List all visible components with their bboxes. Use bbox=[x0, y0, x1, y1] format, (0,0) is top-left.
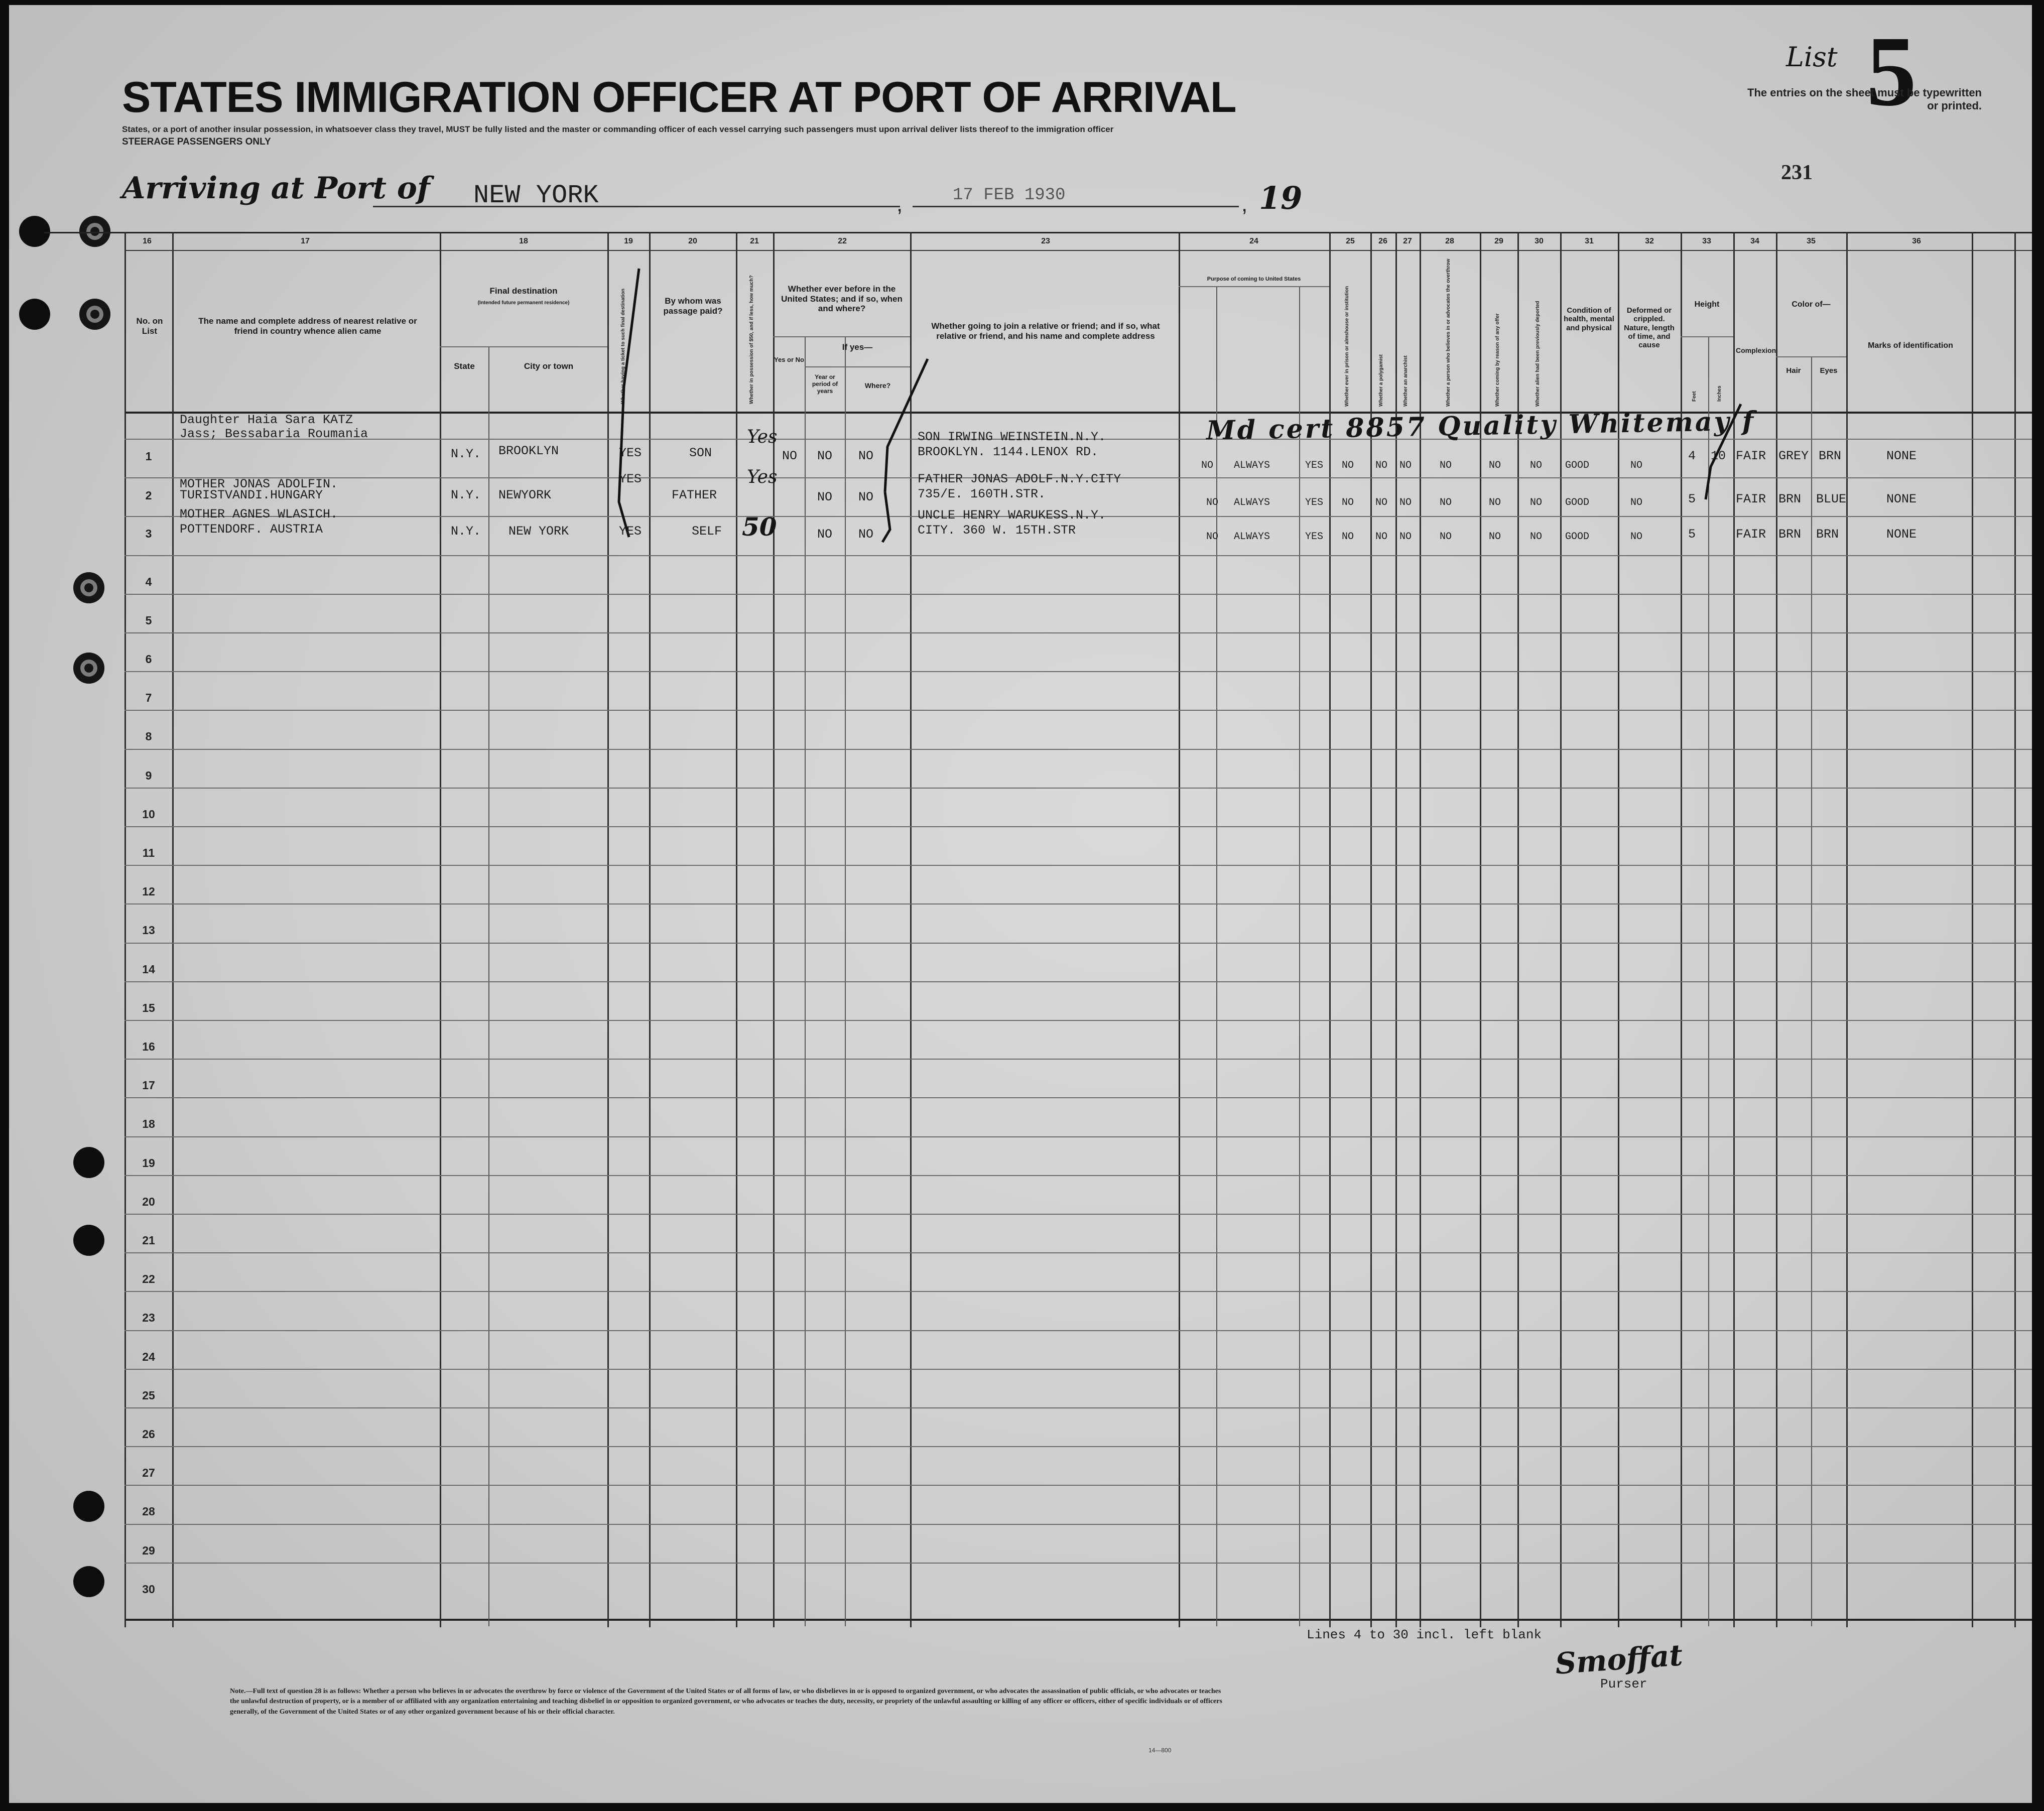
purser-signature: Smoffat bbox=[1554, 1638, 1684, 1681]
c29: NO bbox=[1489, 497, 1501, 508]
city: BROOKLYN bbox=[498, 444, 559, 458]
column-number: 27 bbox=[1403, 237, 1412, 245]
column-number: 23 bbox=[1041, 237, 1050, 245]
header-nearest-relative: The name and complete address of nearest relative or friend in country whence alien came bbox=[198, 316, 417, 336]
punch-hole bbox=[73, 572, 104, 603]
column-number: 18 bbox=[519, 237, 528, 245]
column-number: 17 bbox=[301, 237, 310, 245]
header-health: Condition of health, mental and physical bbox=[1564, 306, 1614, 332]
health: GOOD bbox=[1565, 460, 1590, 471]
header-complexion: Complexion bbox=[1736, 346, 1776, 354]
row-number: 11 bbox=[142, 846, 155, 859]
paid-by: SON bbox=[689, 446, 712, 460]
list-note: The entries on the sheet must be typewritten or printed. bbox=[1747, 86, 1982, 112]
punch-hole bbox=[73, 1225, 104, 1256]
relative-line: MOTHER AGNES WLASICH. bbox=[180, 507, 338, 522]
row-rule bbox=[124, 1020, 2032, 1021]
purser-label: Purser bbox=[1600, 1676, 1647, 1692]
row-rule bbox=[124, 865, 2032, 866]
row-rule bbox=[124, 749, 2032, 750]
column-number: 28 bbox=[1445, 237, 1454, 245]
header-yes-or-no: Yes or No bbox=[774, 356, 804, 363]
subheader-divider bbox=[773, 336, 910, 337]
header-ticket: Whether having a ticket to such final destination bbox=[620, 288, 626, 404]
before-where: NO bbox=[858, 527, 874, 542]
handwritten-annotation: Md cert 8857 Quality Whitemay f bbox=[1206, 406, 1756, 446]
header-state: State bbox=[454, 361, 475, 371]
check-mark-icon bbox=[609, 266, 649, 547]
row-rule bbox=[124, 1330, 2032, 1331]
deformed: NO bbox=[1630, 460, 1643, 471]
purpose-c: YES bbox=[1305, 531, 1324, 543]
column-number: 29 bbox=[1494, 237, 1503, 245]
punch-hole bbox=[73, 653, 104, 684]
row-number: 8 bbox=[145, 730, 152, 743]
port-label: Arriving at Port of bbox=[122, 171, 430, 206]
column-divider bbox=[488, 346, 489, 1626]
header-offer: Whether coming by reason of any offer bbox=[1495, 313, 1500, 407]
before-years: NO bbox=[817, 527, 833, 542]
page-number: 231 bbox=[1781, 161, 1813, 184]
header-years: Year or period of years bbox=[812, 373, 838, 395]
hair: GREY bbox=[1778, 449, 1809, 463]
header-hair: Hair bbox=[1786, 366, 1801, 375]
row-number: 23 bbox=[142, 1311, 155, 1324]
row-number: 2 bbox=[145, 489, 152, 502]
money-handwritten: 50 bbox=[742, 512, 777, 542]
list-number: 5 bbox=[1866, 16, 1917, 127]
height-feet: 4 bbox=[1688, 449, 1696, 463]
row-number: 7 bbox=[145, 691, 152, 704]
date-stamp: 17 FEB 1930 bbox=[953, 186, 1066, 205]
column-number: 35 bbox=[1807, 237, 1816, 245]
punch-hole bbox=[19, 299, 50, 330]
row-number: 10 bbox=[142, 808, 155, 821]
eyes: BLUE bbox=[1816, 492, 1847, 506]
list-label: List bbox=[1786, 41, 1838, 73]
row-rule bbox=[124, 1136, 2032, 1137]
row-number: 14 bbox=[142, 963, 155, 976]
subheader-divider bbox=[1179, 286, 1329, 287]
header-feet: Feet bbox=[1692, 391, 1697, 402]
header-if-yes: If yes— bbox=[842, 342, 873, 352]
row-number: 29 bbox=[142, 1544, 155, 1557]
row-number: 24 bbox=[142, 1350, 155, 1363]
steerage-note: STEERAGE PASSENGERS ONLY bbox=[122, 137, 271, 147]
height-feet: 5 bbox=[1688, 492, 1696, 506]
header-before-in-us: Whether ever before in the United States; and if so, when and where? bbox=[781, 284, 903, 314]
c28: NO bbox=[1440, 531, 1452, 543]
ticket: YES bbox=[619, 524, 642, 539]
header-city-or-town: City or town bbox=[524, 361, 574, 371]
money-handwritten: Yes bbox=[747, 427, 778, 447]
port-line bbox=[373, 206, 900, 207]
before-years: NO bbox=[817, 490, 833, 504]
before-where: NO bbox=[858, 449, 874, 463]
c26: NO bbox=[1375, 531, 1388, 543]
row-rule bbox=[124, 594, 2032, 595]
row-rule bbox=[124, 1563, 2032, 1564]
row-number: 9 bbox=[145, 769, 152, 782]
health: GOOD bbox=[1565, 531, 1590, 543]
punch-hole bbox=[73, 1566, 104, 1597]
ticket: YES bbox=[619, 446, 642, 460]
row-rule bbox=[124, 671, 2032, 672]
column-number: 20 bbox=[688, 237, 697, 245]
row-number: 20 bbox=[142, 1195, 155, 1208]
c27: NO bbox=[1399, 460, 1412, 471]
c27: NO bbox=[1399, 531, 1412, 543]
hair: BRN bbox=[1778, 492, 1802, 506]
c25: NO bbox=[1342, 460, 1354, 471]
form-code: 14—800 bbox=[1148, 1747, 1172, 1754]
before-where: NO bbox=[858, 490, 874, 504]
row-number: 16 bbox=[142, 1040, 155, 1053]
column-divider bbox=[1776, 232, 1777, 1627]
row-number: 22 bbox=[142, 1272, 155, 1285]
row-rule bbox=[124, 1291, 2032, 1292]
header-polygamist: Whether a polygamist bbox=[1378, 354, 1384, 407]
header-eyes: Eyes bbox=[1820, 366, 1838, 375]
column-divider bbox=[649, 232, 651, 1627]
punch-hole bbox=[19, 216, 50, 247]
deformed: NO bbox=[1630, 497, 1643, 508]
column-divider bbox=[1972, 232, 1973, 1627]
column-number: 32 bbox=[1645, 237, 1654, 245]
column-number: 19 bbox=[624, 237, 633, 245]
eyes: BRN bbox=[1816, 527, 1839, 542]
join-line: UNCLE HENRY WARUKESS.N.Y. bbox=[918, 508, 1106, 523]
health: GOOD bbox=[1565, 497, 1590, 508]
row-rule bbox=[124, 1446, 2032, 1447]
purpose-c: YES bbox=[1305, 460, 1324, 471]
question-28-note: Note.—Full text of question 28 is as follows: Whether a person who believes in or advocates the overthrow by force or violence of the Government of the United States or of all forms of law, or who disbelieves in or is opposed to organized government, or who advocates the assassination of public officials, or who advocates or teaches the unlawful destruction of property, or is a member of or affiliated with any organization entertaining and teaching disbelief in or opposition to organized government, or who advocates or teaches the duty, necessity, or propriety of the unlawful assaulting or killing of any officer or officers, either of specific individuals or of officers generally, of the Government of the United States or of any other organized government because of his or their official character. bbox=[230, 1688, 1222, 1716]
table-bottom-border bbox=[124, 1619, 2032, 1621]
header-deformed: Deformed or crippled. Nature, length of time, and cause bbox=[1624, 306, 1675, 349]
row-rule bbox=[124, 943, 2032, 944]
subheader-divider bbox=[1681, 336, 1733, 337]
header-deported: Whether alien had been previously deported bbox=[1535, 301, 1541, 407]
marks: NONE bbox=[1886, 527, 1917, 542]
join-line: 735/E. 160TH.STR. bbox=[918, 487, 1046, 501]
column-divider bbox=[1560, 232, 1562, 1627]
hair: BRN bbox=[1778, 527, 1802, 542]
row-rule bbox=[124, 1097, 2032, 1098]
year-prefix: 19 bbox=[1259, 180, 1303, 216]
marks: NONE bbox=[1886, 449, 1917, 463]
header-no-on-list: No. on List bbox=[136, 316, 163, 336]
row-number: 21 bbox=[142, 1234, 155, 1247]
column-divider bbox=[172, 232, 174, 1627]
purpose-b: ALWAYS bbox=[1234, 460, 1270, 471]
row-number: 19 bbox=[142, 1156, 155, 1170]
before-yes-no: NO bbox=[782, 449, 798, 463]
punch-hole bbox=[79, 299, 110, 330]
row-number: 17 bbox=[142, 1079, 155, 1092]
join-line: FATHER JONAS ADOLF.N.Y.CITY bbox=[918, 472, 1121, 486]
header-where: Where? bbox=[864, 381, 891, 390]
check-mark-icon bbox=[1691, 402, 1751, 502]
header-color-of: Color of— bbox=[1792, 300, 1831, 309]
row-rule bbox=[124, 555, 2032, 556]
state: N.Y. bbox=[451, 524, 481, 539]
header-join-relative: Whether going to join a relative or friend; and if so, what relative or friend, and his name and complete address bbox=[931, 321, 1160, 341]
complexion: FAIR bbox=[1736, 492, 1766, 506]
relative-line: TURISTVANDI.HUNGARY bbox=[180, 488, 323, 502]
punch-hole bbox=[73, 1491, 104, 1522]
column-number: 36 bbox=[1912, 237, 1921, 245]
relative-line: POTTENDORF. AUSTRIA bbox=[180, 522, 323, 537]
punch-hole bbox=[73, 1147, 104, 1178]
row-number: 30 bbox=[142, 1583, 155, 1596]
state: N.Y. bbox=[451, 447, 481, 461]
row-number: 26 bbox=[142, 1428, 155, 1441]
row-rule bbox=[124, 1214, 2032, 1215]
purpose-a: NO bbox=[1201, 460, 1214, 471]
column-divider bbox=[1811, 356, 1812, 1626]
column-number: 34 bbox=[1750, 237, 1759, 245]
relative-line: Daughter Haia Sara KATZ bbox=[180, 413, 353, 427]
column-number: 22 bbox=[838, 237, 847, 245]
header-overthrow: Whether a person who believes in or advocates the overthrow bbox=[1446, 258, 1451, 407]
row-number: 6 bbox=[145, 653, 152, 666]
column-number: 26 bbox=[1378, 237, 1387, 245]
header-purpose: Purpose of coming to United States bbox=[1207, 276, 1301, 282]
column-divider bbox=[1618, 232, 1619, 1627]
row-number: 15 bbox=[142, 1001, 155, 1014]
column-divider bbox=[124, 232, 126, 1627]
column-divider bbox=[1299, 286, 1300, 1626]
row-number: 3 bbox=[145, 527, 152, 540]
column-divider bbox=[1179, 232, 1180, 1627]
header-height: Height bbox=[1694, 300, 1720, 309]
date-line bbox=[913, 206, 1239, 207]
join-line: BROOKLYN. 1144.LENOX RD. bbox=[918, 445, 1099, 459]
row-number: 12 bbox=[142, 885, 155, 898]
header-prison: Whether ever in prison or almshouse or institution bbox=[1344, 286, 1350, 407]
subheader-divider bbox=[1776, 356, 1846, 357]
row-number: 27 bbox=[142, 1466, 155, 1479]
join-line: SON IRWING WEINSTEIN.N.Y. bbox=[918, 430, 1106, 444]
ticket: YES bbox=[619, 472, 642, 486]
purpose-a: NO bbox=[1206, 531, 1219, 543]
city: NEWYORK bbox=[498, 488, 552, 502]
row-rule bbox=[124, 981, 2032, 982]
purpose-a: NO bbox=[1206, 497, 1219, 508]
column-divider bbox=[2014, 232, 2016, 1627]
header-final-destination-note: (Intended future permanent residence) bbox=[477, 300, 570, 306]
column-divider bbox=[1517, 232, 1519, 1627]
column-divider bbox=[736, 232, 737, 1627]
c27: NO bbox=[1399, 497, 1412, 508]
complexion: FAIR bbox=[1736, 449, 1766, 463]
relative-line: Jass; Bessabaria Roumania bbox=[180, 427, 368, 441]
state: N.Y. bbox=[451, 488, 481, 502]
c30: NO bbox=[1530, 460, 1543, 471]
complexion: FAIR bbox=[1736, 527, 1766, 542]
comma: , bbox=[897, 192, 903, 216]
page-title: STATES IMMIGRATION OFFICER AT PORT OF ARRIVAL bbox=[122, 73, 1236, 121]
c28: NO bbox=[1440, 497, 1452, 508]
c29: NO bbox=[1489, 460, 1501, 471]
c25: NO bbox=[1342, 531, 1354, 543]
row-rule bbox=[124, 1252, 2032, 1253]
c30: NO bbox=[1530, 497, 1543, 508]
intro-text: States, or a port of another insular possession, in whatsoever class they travel, MUST be fully listed and the master or commanding officer of each vessel carrying such passengers must upon arrival deliver lists thereof to the immigration officer bbox=[122, 124, 1114, 134]
column-number: 30 bbox=[1535, 237, 1544, 245]
purpose-b: ALWAYS bbox=[1234, 497, 1270, 508]
deformed: NO bbox=[1630, 531, 1643, 543]
column-divider bbox=[1846, 232, 1848, 1627]
c26: NO bbox=[1375, 497, 1388, 508]
row-rule bbox=[124, 788, 2032, 789]
paid-by: FATHER bbox=[672, 488, 717, 502]
column-divider bbox=[1216, 286, 1217, 1626]
row-number: 13 bbox=[142, 924, 155, 937]
join-line: CITY. 360 W. 15TH.STR bbox=[918, 523, 1076, 538]
row-number: 1 bbox=[145, 450, 152, 463]
header-inches: Inches bbox=[1717, 385, 1722, 402]
header-marks: Marks of identification bbox=[1868, 341, 1953, 350]
relative-line: MOTHER JONAS ADOLFIN. bbox=[180, 477, 338, 491]
header-final-destination: Final destination bbox=[489, 286, 558, 296]
row-number: 5 bbox=[145, 614, 152, 627]
purpose-b: ALWAYS bbox=[1234, 531, 1270, 543]
header-money: Whether in possession of $50, and if less, how much? bbox=[749, 275, 754, 404]
manifest-sheet bbox=[9, 5, 2032, 1803]
port-value: NEW YORK bbox=[473, 181, 599, 210]
column-number: 16 bbox=[143, 237, 152, 245]
money-handwritten: Yes bbox=[747, 467, 778, 487]
c25: NO bbox=[1342, 497, 1354, 508]
height-feet: 5 bbox=[1688, 527, 1696, 542]
row-rule bbox=[124, 1059, 2032, 1060]
column-number-divider bbox=[124, 250, 2032, 251]
column-number: 33 bbox=[1702, 237, 1711, 245]
c30: NO bbox=[1530, 531, 1543, 543]
row-number: 28 bbox=[142, 1505, 155, 1518]
column-number: 24 bbox=[1249, 237, 1258, 245]
c28: NO bbox=[1440, 460, 1452, 471]
column-divider bbox=[440, 232, 441, 1627]
row-rule bbox=[124, 903, 2032, 904]
punch-hole bbox=[79, 216, 110, 247]
paid-by: SELF bbox=[692, 524, 722, 539]
row-rule bbox=[124, 632, 2032, 633]
blank-lines-note: Lines 4 to 30 incl. left blank bbox=[1307, 1627, 1542, 1642]
column-number: 31 bbox=[1585, 237, 1594, 245]
row-rule bbox=[124, 1485, 2032, 1486]
row-rule bbox=[124, 826, 2032, 827]
subheader-divider bbox=[440, 346, 607, 347]
column-number: 25 bbox=[1346, 237, 1355, 245]
header-passage-paid: By whom was passage paid? bbox=[663, 296, 723, 316]
row-rule bbox=[124, 1175, 2032, 1176]
header-anarchist: Whether an anarchist bbox=[1403, 355, 1409, 407]
row-rule bbox=[124, 1524, 2032, 1525]
column-number: 21 bbox=[750, 237, 759, 245]
row-number: 4 bbox=[145, 575, 152, 588]
purpose-c: YES bbox=[1305, 497, 1324, 508]
row-number: 18 bbox=[142, 1117, 155, 1130]
c26: NO bbox=[1375, 460, 1388, 471]
before-years: NO bbox=[817, 449, 833, 463]
comma: , bbox=[1241, 192, 1248, 216]
c29: NO bbox=[1489, 531, 1501, 543]
row-rule bbox=[124, 1369, 2032, 1370]
row-rule bbox=[124, 710, 2032, 711]
row-number: 25 bbox=[142, 1389, 155, 1402]
height-inches: 10 bbox=[1711, 449, 1726, 463]
city: NEW YORK bbox=[508, 524, 569, 539]
eyes: BRN bbox=[1819, 449, 1842, 463]
marks: NONE bbox=[1886, 492, 1917, 506]
column-divider bbox=[1681, 232, 1682, 1627]
row-rule bbox=[124, 1407, 2032, 1408]
